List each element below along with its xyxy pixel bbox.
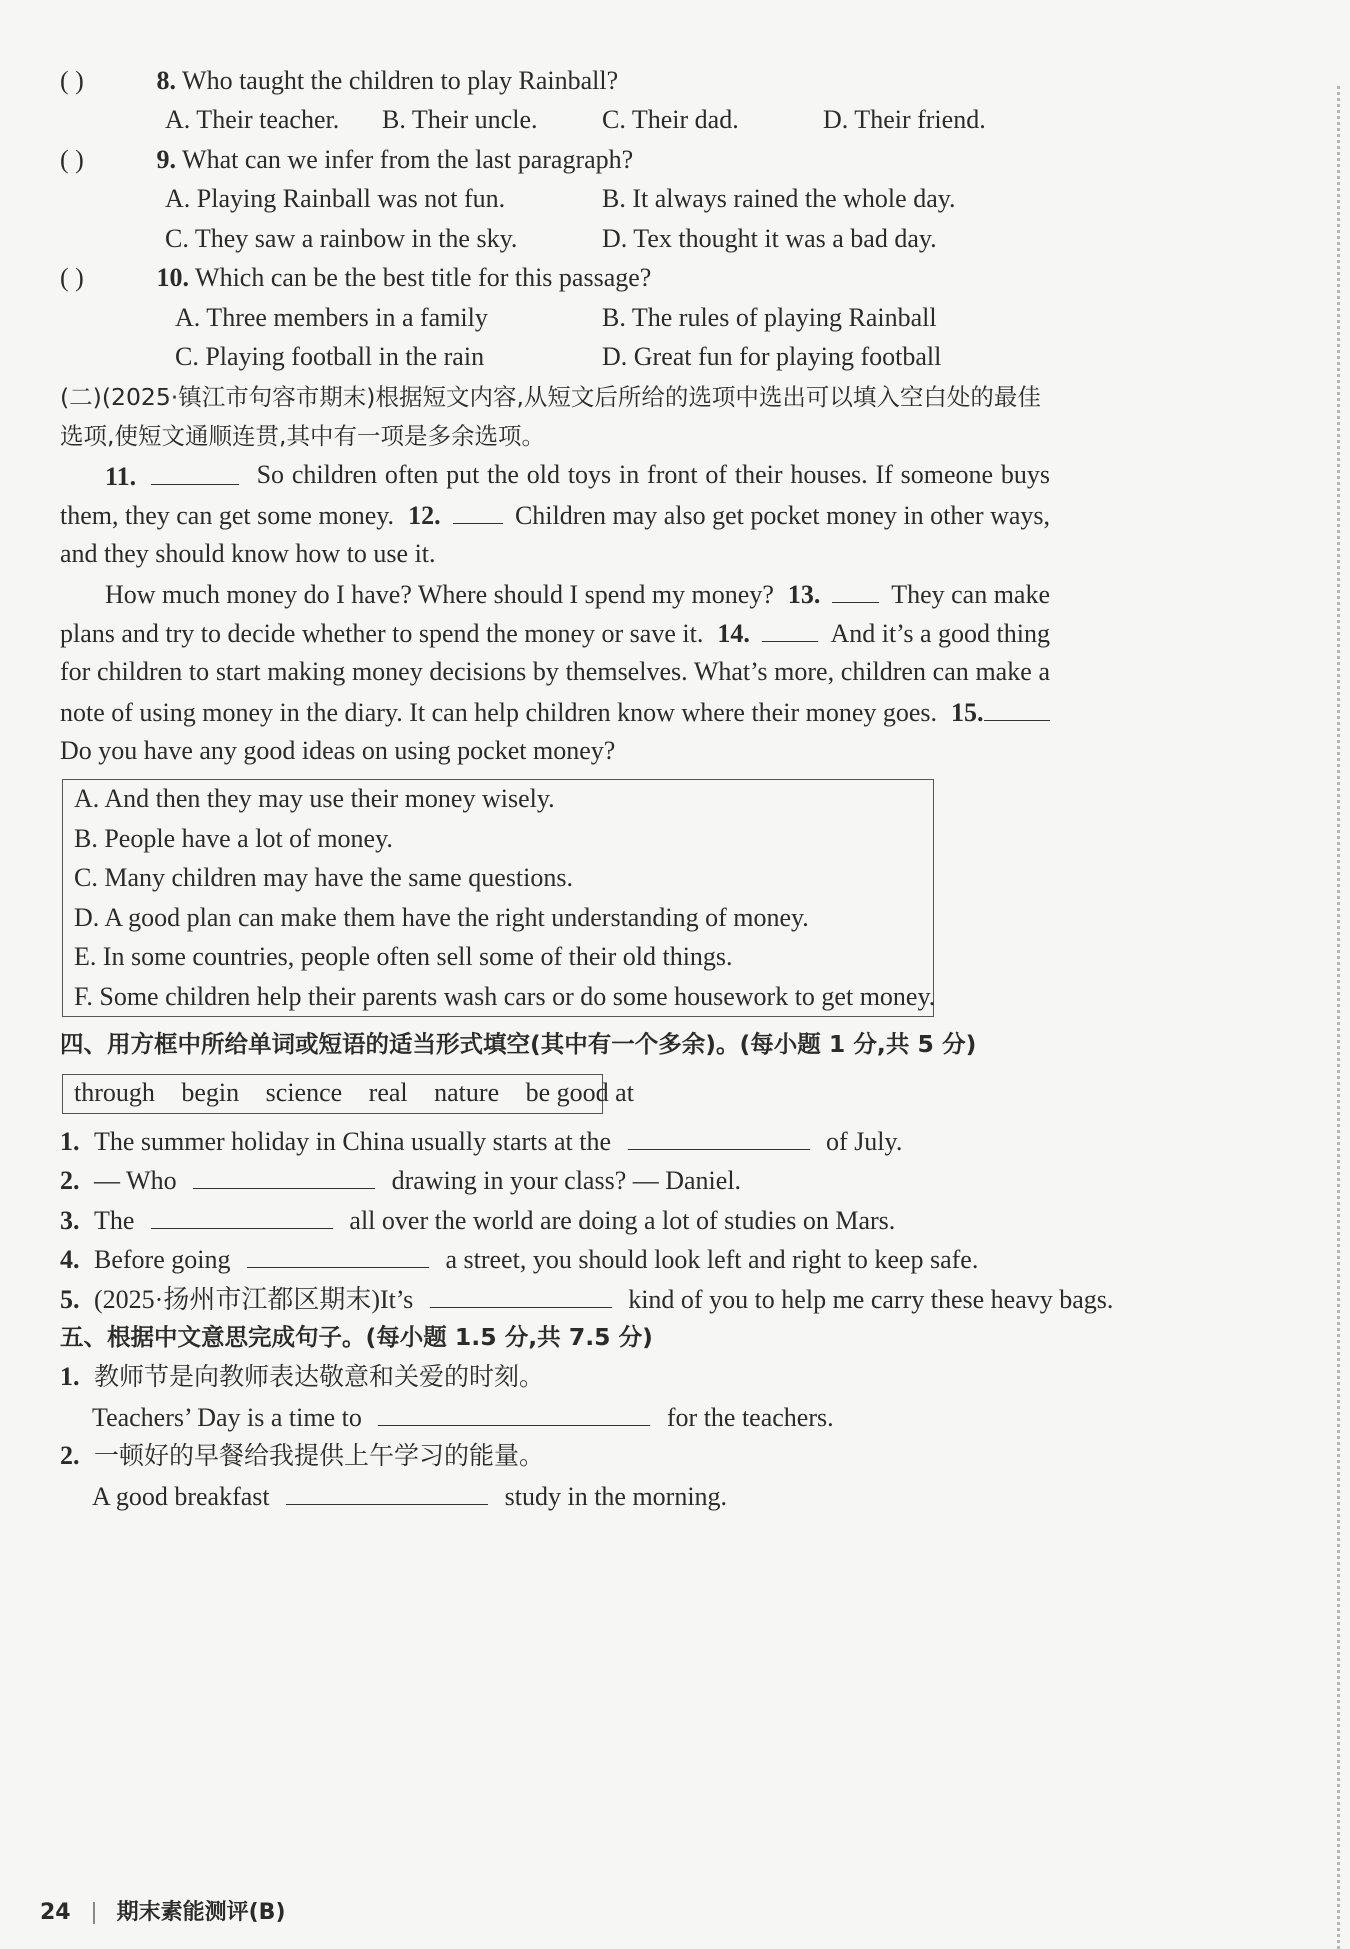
answer-paren[interactable]: ( ): [60, 145, 84, 174]
answer-blank-11[interactable]: [151, 458, 239, 485]
fill-item: [60, 1202, 895, 1236]
option-choice: A. And then they may use their money wisely.: [74, 784, 555, 813]
answer-blank[interactable]: [430, 1281, 612, 1308]
passage-text: Children may also get pocket money in other ways,: [514, 501, 1050, 530]
item-number: 1.: [60, 1362, 80, 1391]
item-text: The summer holiday in China usually starts at the: [94, 1127, 612, 1156]
chinese-sentence: 教师节是向教师表达敬意和关爱的时刻。: [94, 1362, 545, 1391]
blank-number: 12.: [408, 501, 441, 530]
word-item: be good at: [525, 1078, 634, 1107]
answer-blank-15[interactable]: [984, 694, 1050, 721]
answer-blank[interactable]: [628, 1123, 810, 1150]
item-text: — Who: [94, 1166, 177, 1195]
item-number: 1.: [60, 1127, 80, 1156]
option: D. Tex thought it was a bad day.: [602, 224, 937, 253]
blank-number: 15.: [951, 698, 984, 727]
option: C. They saw a rainbow in the sky.: [165, 224, 518, 253]
item-text: Teachers’ Day is a time to: [92, 1403, 362, 1432]
answer-blank[interactable]: [286, 1478, 488, 1505]
passage-text: them, they can get some money.: [60, 501, 395, 530]
option: C. Their dad.: [602, 105, 739, 134]
passage-line: [60, 615, 1050, 649]
passage-text: plans and try to decide whether to spend the money or save it.: [60, 619, 704, 648]
item-text: of July.: [826, 1127, 903, 1156]
option: D. Their friend.: [823, 105, 986, 134]
word-item: begin: [181, 1078, 240, 1107]
passage-line: for children to start making money decisions by themselves. What’s more, children can make a: [60, 657, 1050, 686]
fill-item: [60, 1281, 1113, 1315]
option-choice: C. Many children may have the same questions.: [74, 863, 573, 892]
page-footer: [40, 1895, 286, 1926]
item-number: 2.: [60, 1441, 80, 1470]
answer-blank[interactable]: [378, 1399, 650, 1426]
option: A. Their teacher.: [165, 105, 340, 134]
item-text: study in the morning.: [504, 1482, 728, 1511]
answer-blank-12[interactable]: [453, 497, 503, 524]
question-stem: Which can be the best title for this passage?: [195, 263, 652, 292]
item-text: a street, you should look left and right to keep safe.: [445, 1245, 979, 1274]
translate-answer-line: [92, 1399, 834, 1433]
passage-text: How much money do I have? Where should I spend my money?: [105, 580, 774, 609]
answer-blank[interactable]: [193, 1162, 375, 1189]
page-number: 24: [40, 1900, 71, 1925]
fill-item: [60, 1162, 741, 1196]
passage-line: Do you have any good ideas on using pocket money?: [60, 736, 616, 765]
item-number: 2.: [60, 1166, 80, 1195]
blank-number: 13.: [787, 580, 821, 609]
option-choice: D. A good plan can make them have the right understanding of money.: [74, 903, 809, 932]
word-item: real: [368, 1078, 408, 1107]
answer-blank[interactable]: [247, 1241, 429, 1268]
section-2-instructions: (二)(2025·镇江市句容市期末)根据短文内容,从短文后所给的选项中选出可以填入空白处的最佳: [60, 383, 1041, 411]
translate-answer-line: [92, 1478, 727, 1512]
blank-number: 11.: [105, 462, 137, 491]
item-text: Before going: [94, 1245, 231, 1274]
question-number: 9.: [156, 145, 176, 174]
margin-dotted-rule: [1337, 86, 1340, 1949]
question-9: [60, 143, 633, 177]
option: A. Three members in a family: [175, 303, 488, 332]
question-stem: Who taught the children to play Rainball?: [182, 66, 619, 95]
item-text: for the teachers.: [666, 1403, 834, 1432]
answer-blank-14[interactable]: [762, 615, 819, 642]
option-choice: E. In some countries, people often sell some of their old things.: [74, 942, 733, 971]
section-5-heading: 五、根据中文意思完成句子。(每小题 1.5 分,共 7.5 分): [60, 1323, 653, 1351]
blank-number: 14.: [717, 619, 750, 648]
answer-paren[interactable]: ( ): [60, 66, 84, 95]
word-item: nature: [434, 1078, 500, 1107]
passage-line: and they should know how to use it.: [60, 539, 436, 568]
footer-title: 期末素能测评(B): [116, 1900, 286, 1925]
option: B. The rules of playing Rainball: [602, 303, 937, 332]
word-item: science: [265, 1078, 343, 1107]
chinese-sentence: 一顿好的早餐给我提供上午学习的能量。: [94, 1441, 545, 1470]
option: C. Playing football in the rain: [175, 342, 485, 371]
footer-divider: [93, 1902, 95, 1924]
item-text: all over the world are doing a lot of studies on Mars.: [349, 1206, 896, 1235]
passage-line: [60, 497, 1050, 531]
option-choice: F. Some children help their parents wash cars or do some housework to get money.: [74, 982, 936, 1011]
option: D. Great fun for playing football: [602, 342, 942, 371]
passage-line: [105, 458, 1050, 492]
fill-item: [60, 1123, 902, 1157]
passage-text: note of using money in the diary. It can help children know where their money goes.: [60, 698, 938, 727]
item-text: A good breakfast: [92, 1482, 270, 1511]
passage-line: [60, 694, 1050, 728]
question-number: 10.: [156, 263, 189, 292]
answer-paren[interactable]: ( ): [60, 263, 84, 292]
answer-blank-13[interactable]: [832, 576, 879, 603]
item-text: kind of you to help me carry these heavy bags.: [628, 1285, 1114, 1314]
item-text: drawing in your class? — Daniel.: [391, 1166, 742, 1195]
fill-item: [60, 1241, 978, 1275]
section-4-heading: 四、用方框中所给单词或短语的适当形式填空(其中有一个多余)。(每小题 1 分,共 5 分): [60, 1030, 977, 1058]
item-text: (2025·扬州市江都区期末)It’s: [94, 1285, 414, 1314]
item-number: 3.: [60, 1206, 80, 1235]
option-choice: B. People have a lot of money.: [74, 824, 393, 853]
question-number: 8.: [156, 66, 176, 95]
passage-text: And it’s a good thing: [830, 619, 1050, 648]
section-2-instructions-cont: 选项,使短文通顺连贯,其中有一项是多余选项。: [60, 422, 545, 450]
question-10: [60, 261, 651, 295]
option: B. It always rained the whole day.: [602, 184, 956, 213]
passage-text: They can make: [891, 580, 1050, 609]
option: A. Playing Rainball was not fun.: [165, 184, 506, 213]
translate-item: [60, 1439, 544, 1473]
item-text: The: [94, 1206, 135, 1235]
word-item: through: [74, 1078, 155, 1107]
question-8: [60, 64, 618, 98]
word-bank: [74, 1076, 634, 1110]
passage-line: [105, 576, 1050, 610]
question-stem: What can we infer from the last paragraph?: [182, 145, 634, 174]
translate-item: [60, 1360, 544, 1394]
option: B. Their uncle.: [382, 105, 538, 134]
item-number: 4.: [60, 1245, 80, 1274]
item-number: 5.: [60, 1285, 80, 1314]
passage-text: So children often put the old toys in front of their houses. If someone buys: [256, 460, 1050, 489]
answer-blank[interactable]: [151, 1202, 333, 1229]
